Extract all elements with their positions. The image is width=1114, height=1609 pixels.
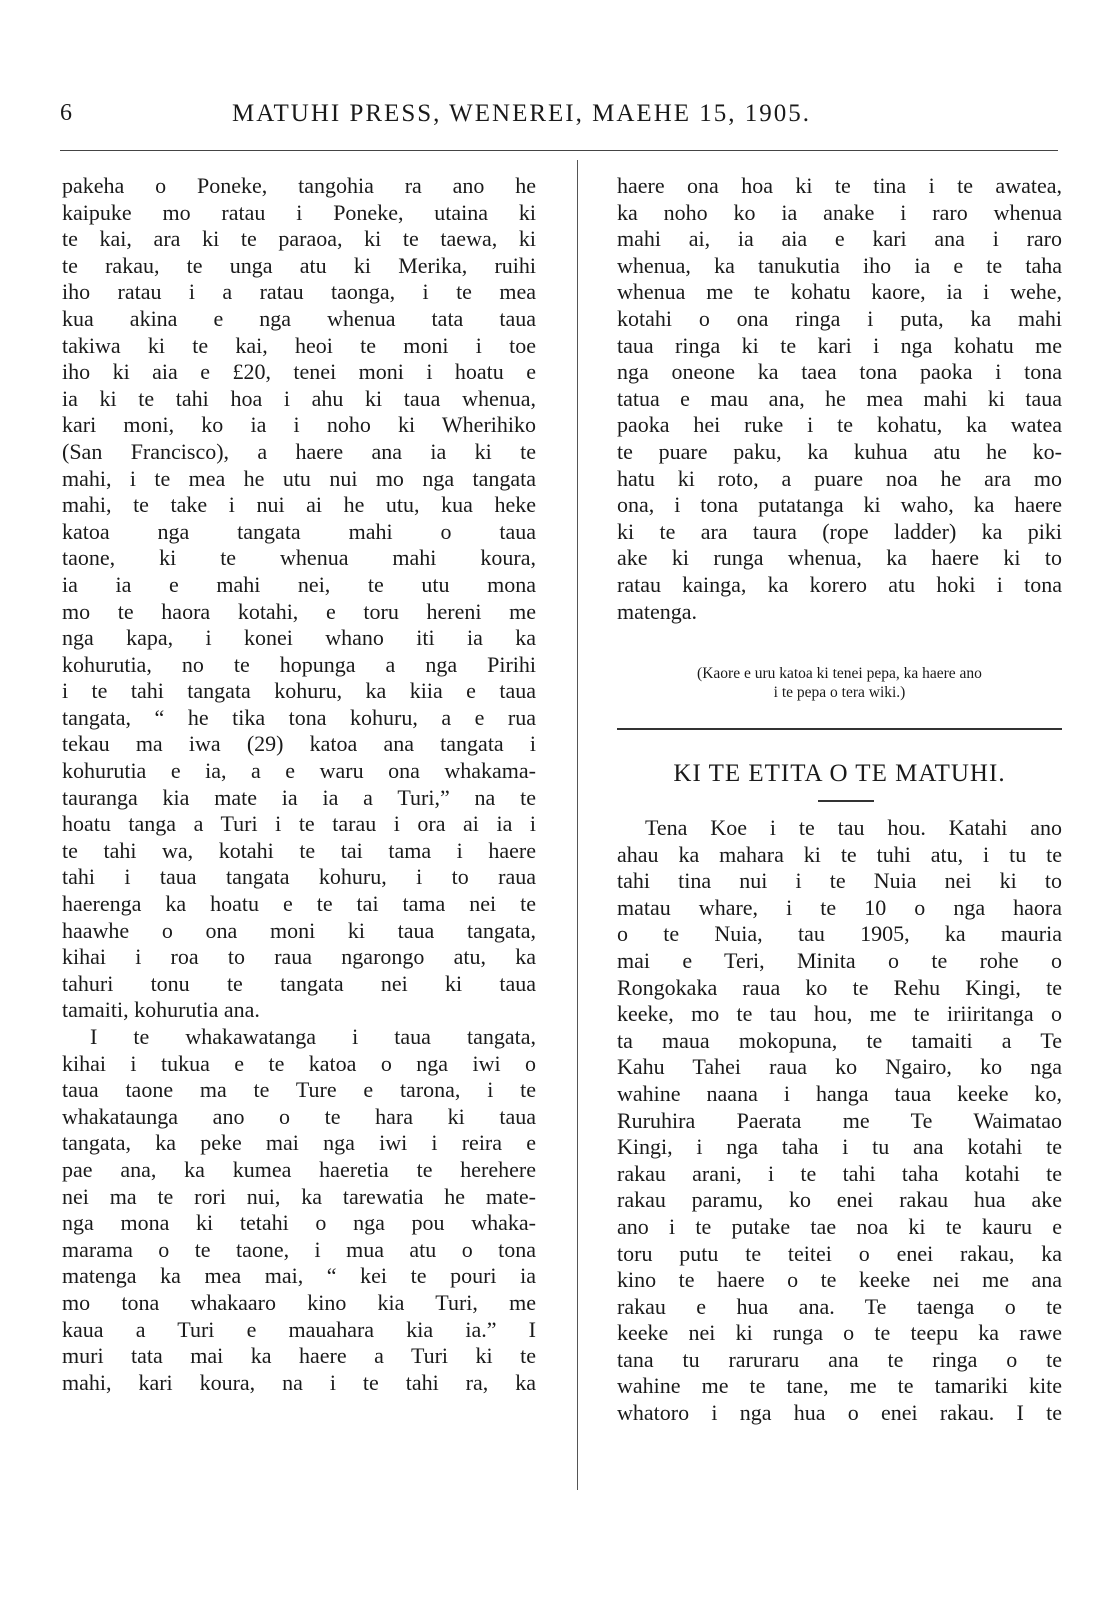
letter-line: o te Nuia, tau 1905, ka mauria [617, 921, 1062, 947]
left-column-line: kohurutia, no te hopunga a nga Pirihi [62, 651, 536, 677]
letter-line: keeke nei ki runga o te teepu ka rawe [617, 1320, 1062, 1346]
letter-line: rakau e hua ana. Te taenga o te [617, 1293, 1062, 1319]
left-column-line: nga kapa, i konei whano iti ia ka [62, 625, 536, 651]
right-column-line: whenua, ka tanukutia iho ia e te taha [617, 252, 1062, 278]
left-column-line: tauranga kia mate ia ia a Turi,” na te [62, 784, 536, 810]
left-column-line: tamaiti, kohurutia ana. [62, 997, 260, 1023]
right-column-line: nga oneone ka taea tona paoka i tona [617, 359, 1062, 385]
left-column-line: taone, ki te whenua mahi koura, [62, 545, 536, 571]
right-column-line: hatu ki roto, a puare noa he ara mo [617, 465, 1062, 491]
right-column-line: ka noho ko ia anake i raro whenua [617, 199, 1062, 225]
right-column-line: taua ringa ki te kari i nga kohatu me [617, 332, 1062, 358]
left-column [62, 173, 536, 1396]
left-column-line: tekau ma iwa (29) katoa ana tangata i [62, 731, 536, 757]
masthead: MATUHI PRESS, WENEREI, MAEHE 15, 1905. [232, 100, 812, 127]
right-column-line: haere ona hoa ki te tina i te awatea, [617, 173, 1062, 198]
right-column-line: matenga. [617, 598, 698, 624]
left-column-line: I te whakawatanga i taua tangata, [90, 1024, 536, 1049]
left-column-line: tahuri tonu te tangata nei ki taua [62, 970, 536, 996]
letter-line: mai e Teri, Minita o te rohe o [617, 947, 1062, 973]
letter-line: wahine me te tane, me te tamariki kite [617, 1373, 1062, 1399]
letter-line: ta maua mokopuna, te tamaiti a Te [617, 1027, 1062, 1053]
left-column-line: kari moni, ko ia i noho ki Wherihiko [62, 412, 536, 438]
left-column-line: matenga ka mea mai, “ kei te pouri ia [62, 1263, 536, 1289]
left-column-line: whakataunga ano o te hara ki taua [62, 1103, 536, 1129]
column-divider [577, 160, 578, 1490]
left-column-line: hoatu tanga a Turi i te tarau i ora ai ia i [62, 811, 536, 837]
left-column-line: mo tona whakaaro kino kia Turi, me [62, 1289, 536, 1315]
letter-line: rakau arani, i te tahi taha kotahi te [617, 1160, 1062, 1186]
right-column-line: whenua me te kohatu kaore, ia i wehe, [617, 279, 1062, 305]
left-column-line: mahi, i te mea he utu nui mo nga tangata [62, 465, 536, 491]
letter-line: whatoro i nga hua o enei rakau. I te [617, 1400, 1062, 1426]
left-column-line: kaipuke mo ratau i Poneke, utaina ki [62, 199, 536, 225]
left-column-line: iho ratau i a ratau taonga, i te mea [62, 279, 536, 305]
left-column-line: kua akina e nga whenua tata taua [62, 305, 536, 331]
letter-line: tana tu raruraru ana te ringa o te [617, 1346, 1062, 1372]
right-column-line: te puare paku, ka kuhua atu he ko- [617, 438, 1062, 464]
left-column-line: muri tata mai ka haere a Turi ki te [62, 1343, 536, 1369]
left-column-line: taua taone ma te Ture e tarona, i te [62, 1077, 536, 1103]
left-column-line: kihai i tukua e te katoa o nga iwi o [62, 1050, 536, 1076]
note-line: (Kaore e uru katoa ki tenei pepa, ka haere ano [697, 665, 982, 682]
left-column-line: mahi, kari koura, na i te tahi ra, ka [62, 1369, 536, 1395]
right-column-line: mahi ai, ia aia e kari ana i raro [617, 226, 1062, 252]
left-column-line: pakeha o Poneke, tangohia ra ano he [62, 173, 536, 198]
left-column-line: kohurutia e ia, a e waru ona whakama- [62, 758, 536, 784]
left-column-line: (San Francisco), a haere ana ia ki te [62, 438, 536, 464]
header-rule [60, 150, 1058, 151]
letter-line: matau whare, i te 10 o nga haora [617, 894, 1062, 920]
letter-line: Ruruhira Paerata me Te Waimatao [617, 1107, 1062, 1133]
note-line: i te pepa o tera wiki.) [773, 684, 906, 701]
letter-line: Tena Koe i te tau hou. Katahi ano [645, 815, 1062, 840]
section-title: KI TE ETITA O TE MATUHI. [673, 760, 1006, 787]
left-column-line: nei ma te rori nui, ka tarewatia he mate- [62, 1183, 536, 1209]
letter-line: ahau ka mahara ki te tuhi atu, i tu te [617, 841, 1062, 867]
page-number: 6 [60, 100, 72, 126]
left-column-line: haerenga ka hoatu e te tai tama nei te [62, 891, 536, 917]
section-rule [617, 728, 1062, 730]
right-column-line: ake ki runga whenua, ka haere ki to [617, 545, 1062, 571]
letter-line: Kahu Tahei raua ko Ngairo, ko nga [617, 1054, 1062, 1080]
left-column-line: i te tahi tangata kohuru, ka kiia e taua [62, 678, 536, 704]
left-column-line: nga mona ki tetahi o nga pou whaka- [62, 1210, 536, 1236]
left-column-line: tangata, ka peke mai nga iwi i reira e [62, 1130, 536, 1156]
right-column-line: ratau kainga, ka korero atu hoki i tona [617, 571, 1062, 597]
right-column-line: ki te ara taura (rope ladder) ka piki [617, 518, 1062, 544]
letter-line: kino te haere o te keeke nei me ana [617, 1267, 1062, 1293]
letter-line: rakau paramu, ko enei rakau hua ake [617, 1187, 1062, 1213]
letter-line: Kingi, i nga taha i tu ana kotahi te [617, 1134, 1062, 1160]
right-column-line: kotahi o ona ringa i puta, ka mahi [617, 305, 1062, 331]
left-column-line: te rakau, te unga atu ki Merika, ruihi [62, 252, 536, 278]
left-column-line: mo te haora kotahi, e toru hereni me [62, 598, 536, 624]
continuation-note [617, 664, 1062, 702]
left-column-line: pae ana, ka kumea haeretia te herehere [62, 1156, 536, 1182]
letter-line: wahine naana i hanga taua keeke ko, [617, 1080, 1062, 1106]
left-column-line: katoa nga tangata mahi o taua [62, 518, 536, 544]
left-column-line: haawhe o ona moni ki taua tangata, [62, 917, 536, 943]
left-column-line: te kai, ara ki te paraoa, ki te taewa, ki [62, 226, 536, 252]
left-column-line: tangata, “ he tika tona kohuru, a e rua [62, 704, 536, 730]
left-column-line: ia ia e mahi nei, te utu mona [62, 571, 536, 597]
left-column-line: te tahi wa, kotahi te tai tama i haere [62, 837, 536, 863]
left-column-line: marama o te taone, i mua atu o tona [62, 1236, 536, 1262]
left-column-line: takiwa ki te kai, heoi te moni i toe [62, 332, 536, 358]
left-column-line: iho ki aia e £20, tenei moni i hoatu e [62, 359, 536, 385]
left-column-line: tahi i taua tangata kohuru, i to raua [62, 864, 536, 890]
left-column-line: ia ki te tahi hoa i ahu ki taua whenua, [62, 385, 536, 411]
letter-line: keeke, mo te tau hou, me te iriiritanga o [617, 1001, 1062, 1027]
right-column-line: tatua e mau ana, he mea mahi ki taua [617, 385, 1062, 411]
right-column-line: paoka hei ruke i te kohatu, ka watea [617, 412, 1062, 438]
letter-line: tahi tina nui i te Nuia nei ki to [617, 868, 1062, 894]
right-column-line: ona, i tona putatanga ki waho, ka haere [617, 492, 1062, 518]
left-column-line: kihai i roa to raua ngarongo atu, ka [62, 944, 536, 970]
letter-line: ano i te putake tae noa ki te kauru e [617, 1213, 1062, 1239]
right-column-letter [617, 815, 1062, 1427]
letter-line: Rongokaka raua ko te Rehu Kingi, te [617, 974, 1062, 1000]
letter-line: toru putu te teitei o enei rakau, ka [617, 1240, 1062, 1266]
left-column-line: mahi, te take i nui ai he utu, kua heke [62, 492, 536, 518]
right-column-story [617, 173, 1062, 625]
section-short-rule [818, 800, 874, 802]
left-column-line: kaua a Turi e mauahara kia ia.” I [62, 1316, 536, 1342]
